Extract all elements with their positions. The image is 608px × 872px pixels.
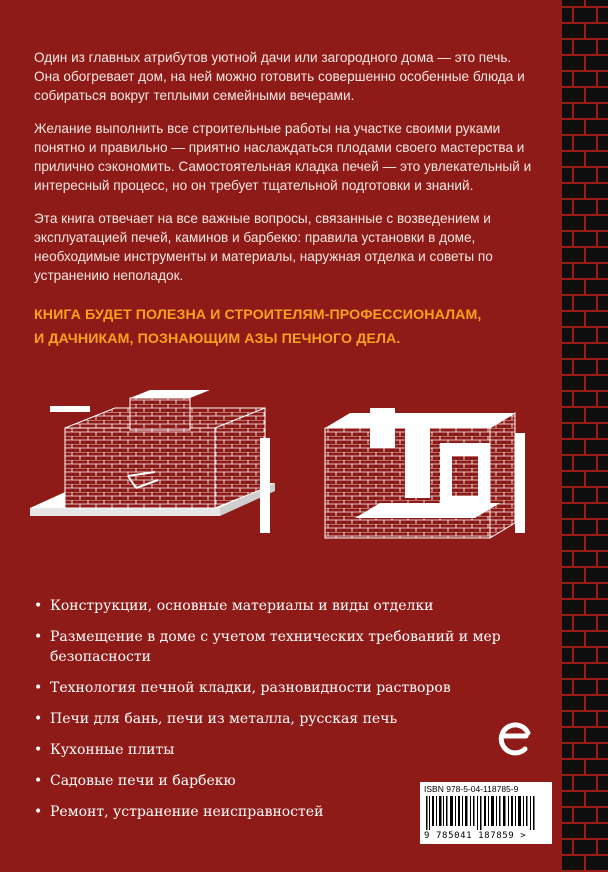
- list-item: [34, 740, 504, 760]
- list-item-text: Садовые печи и барбекю: [50, 773, 236, 789]
- list-item: [34, 627, 504, 667]
- highlight-line-2: И ДАЧНИКАМ, ПОЗНАЮЩИМ АЗЫ ПЕЧНОГО ДЕЛА.: [34, 331, 401, 347]
- list-item-text: Технология печной кладки, разновидности растворов: [50, 680, 451, 696]
- brick-stove-illustration: [30, 390, 275, 533]
- bullet-icon: •: [34, 629, 43, 645]
- isbn-text: ISBN 978-5-04-118785-9: [424, 784, 519, 794]
- barcode-number: 9 785041 187859 >: [424, 831, 527, 841]
- list-item-text: Конструкции, основные материалы и виды отделки: [50, 598, 434, 614]
- list-item: [34, 678, 504, 698]
- bullet-icon: •: [34, 598, 43, 614]
- intro-text: [34, 48, 534, 285]
- bullet-icon: •: [34, 680, 43, 696]
- back-cover-text: [34, 48, 534, 351]
- list-item: [34, 596, 504, 616]
- list-item-text: Ремонт, устранение неисправностей: [50, 804, 324, 820]
- list-item-text: Кухонные плиты: [50, 742, 175, 758]
- intro-paragraph-3: Эта книга отвечает на все важные вопросы, связанные с возведением и эксплуатацией печей, каминов и барбекю: правила установки в доме, необходимые инструменты и материалы, наружная отделка и советы по устранению неполадок.: [34, 211, 493, 283]
- intro-paragraph-2: Желание выполнить все строительные работы на участке своими руками понятно и правильно — приятно наслаждаться плодами своего мастерства и прилично сэкономить. Самостоятельная кладка печей — это увлекательный и интересный процесс, но он требует тщательной подготовки и знаний.: [34, 121, 532, 193]
- list-item-text: Размещение в доме с учетом технических требований и мер безопасности: [50, 629, 501, 665]
- highlight-tagline: [34, 303, 534, 351]
- bullet-icon: •: [34, 773, 43, 789]
- bullet-icon: •: [34, 804, 43, 820]
- bullet-icon: •: [34, 742, 43, 758]
- list-item: [34, 709, 504, 729]
- barcode-box: [420, 782, 552, 844]
- list-item-text: Печи для бань, печи из металла, русская печь: [50, 711, 398, 727]
- bullet-icon: •: [34, 711, 43, 727]
- intro-paragraph-1: Один из главных атрибутов уютной дачи или загородного дома — это печь. Она обогревает дом, на ней можно готовить совершенно особенные блюда и собираться вокруг теплыми семейными вечерами.: [34, 50, 525, 103]
- stove-illustrations: [20, 388, 540, 578]
- barcode-icon: [426, 796, 546, 830]
- highlight-line-1: КНИГА БУДЕТ ПОЛЕЗНА И СТРОИТЕЛЯМ-ПРОФЕССИОНАЛАМ,: [34, 307, 482, 323]
- brick-border-decoration: [562, 0, 608, 872]
- cutaway-stove-illustration: [325, 408, 525, 538]
- eksmo-e-logo-icon: [495, 718, 535, 758]
